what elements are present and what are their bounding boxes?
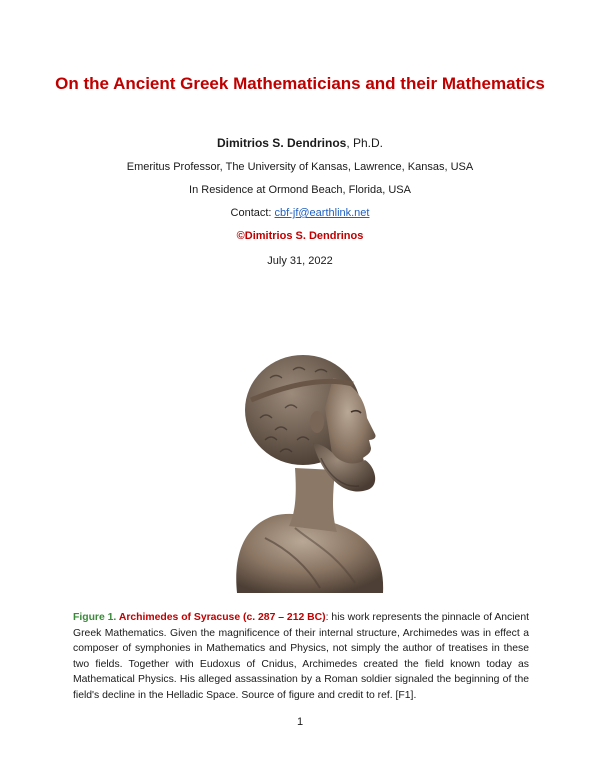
- author-suffix: , Ph.D.: [346, 136, 384, 150]
- bust-illustration: [225, 348, 395, 593]
- paper-title: On the Ancient Greek Mathematicians and their Mathematics: [55, 74, 545, 93]
- contact-email-link[interactable]: cbf-jf@earthlink.net: [274, 207, 370, 219]
- figure-label: Figure 1.: [73, 612, 117, 623]
- copyright: ©Dimitrios S. Dendrinos: [236, 230, 364, 242]
- author-line: [0, 136, 600, 150]
- figure-caption-text: : his work represents the pinnacle of Ancient Greek Mathematics. Given the magnificence of their internal structure, Archimedes was in effect a composer of symphonies in Mathematics and Physics, not simply the author of treatises in these two fields. Together with Eudoxus of Cnidus, Archimedes created the field known today as Mathematical Physics. His alleged assassination by a Roman soldier signaled the beginning of the field's decline in the Helladic Space. Source of figure and credit to ref. [F1].: [73, 612, 529, 701]
- contact-line: [0, 207, 600, 219]
- figure-subject: Archimedes of Syracuse (c. 287 – 212 BC): [116, 612, 326, 623]
- page-number: 1: [296, 716, 304, 728]
- date: July 31, 2022: [267, 255, 333, 267]
- residence: In Residence at Ormond Beach, Florida, USA: [189, 184, 411, 196]
- contact-label: Contact:: [230, 207, 275, 219]
- figure-caption: [73, 610, 529, 703]
- affiliation: Emeritus Professor, The University of Kansas, Lawrence, Kansas, USA: [126, 161, 474, 173]
- author-name: Dimitrios S. Dendrinos: [216, 136, 347, 150]
- archimedes-bust-image: [225, 348, 395, 593]
